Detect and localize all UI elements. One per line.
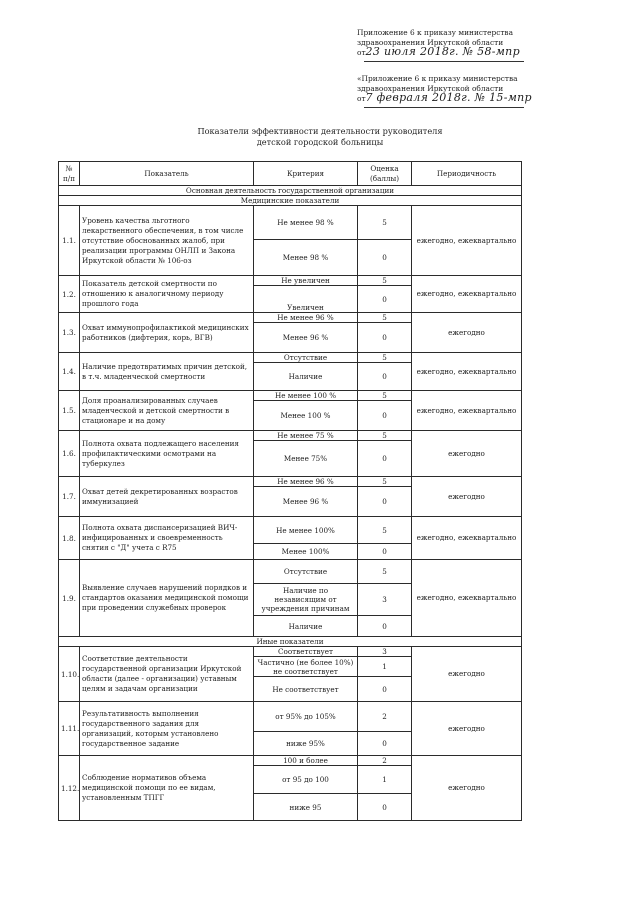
row-score: 5 <box>358 206 412 240</box>
title-line-1: Показатели эффективности деятельности руководителя <box>197 126 443 136</box>
row-period: ежегодно, ежеквартально <box>412 560 522 637</box>
row-number: 1.11. <box>59 702 80 756</box>
table-row <box>59 353 522 363</box>
col-header-score: Оценка (баллы) <box>358 162 412 186</box>
row-criterion: Отсутствие <box>254 560 358 584</box>
row-score: 0 <box>358 240 412 276</box>
row-period: ежегодно <box>412 477 522 517</box>
row-indicator: Соблюдение нормативов объема медицинской помощи по ее видам, установленным ТПГГ <box>80 756 254 821</box>
row-criterion: Не соответствует <box>254 677 358 702</box>
table-row <box>59 756 522 766</box>
row-score: 5 <box>358 276 412 286</box>
table-row <box>59 313 522 323</box>
row-score: 0 <box>358 323 412 353</box>
row-criterion: Менее 96 % <box>254 487 358 517</box>
row-criterion: ниже 95 <box>254 794 358 821</box>
row-score: 2 <box>358 756 412 766</box>
row-period: ежегодно <box>412 756 522 821</box>
appendix-date-prefix: от <box>357 48 366 57</box>
row-indicator: Охват детей декретированных возрастов иммунизацией <box>80 477 254 517</box>
row-criterion: Не менее 75 % <box>254 431 358 441</box>
row-indicator: Полнота охвата подлежащего населения профилактическими осмотрами на туберкулез <box>80 431 254 477</box>
row-score: 0 <box>358 544 412 560</box>
row-score: 5 <box>358 517 412 544</box>
row-score: 5 <box>358 313 412 323</box>
row-criterion: Наличие <box>254 616 358 637</box>
row-criterion: Соответствует <box>254 647 358 657</box>
table-header-row <box>59 162 522 186</box>
row-number: 1.5. <box>59 391 80 431</box>
row-criterion: от 95% до 105% <box>254 702 358 732</box>
row-number: 1.12. <box>59 756 80 821</box>
row-score: 5 <box>358 353 412 363</box>
row-score: 2 <box>358 702 412 732</box>
table-row <box>59 702 522 732</box>
row-criterion: Менее 100% <box>254 544 358 560</box>
row-score: 5 <box>358 477 412 487</box>
row-score: 0 <box>358 732 412 756</box>
row-criterion: Частично (не более 10%) не соответствует <box>254 657 358 677</box>
signature-underline <box>364 61 524 62</box>
row-period: ежегодно, ежеквартально <box>412 206 522 276</box>
appendix-line-1: Приложение 6 к приказу министерства <box>357 28 514 37</box>
col-header-num: № п/п <box>59 162 80 186</box>
table-row <box>59 517 522 544</box>
col-header-period: Периодичность <box>412 162 522 186</box>
row-score: 0 <box>358 487 412 517</box>
row-score: 1 <box>358 766 412 794</box>
row-criterion: Наличие по независящим от учреждения причинам <box>254 584 358 616</box>
row-indicator: Полнота охвата диспансеризацией ВИЧ-инфицированных и своевременность снятия с "Д" учета с R75 <box>80 517 254 560</box>
row-indicator: Результативность выполнения государственного задания для организаций, которым установлено государственное задание <box>80 702 254 756</box>
row-criterion: Менее 96 % <box>254 323 358 353</box>
row-criterion: Не увеличен <box>254 276 358 286</box>
row-indicator: Показатель детской смертности по отношению к аналогичному периоду прошлого года <box>80 276 254 313</box>
row-score: 5 <box>358 560 412 584</box>
row-number: 1.9. <box>59 560 80 637</box>
appendix-handwritten-date: 23 июля 2018г. № 58-мпр <box>365 45 520 58</box>
indicators-table <box>58 161 522 821</box>
appendix-line-3 <box>357 47 520 58</box>
row-period: ежегодно <box>412 431 522 477</box>
row-score: 3 <box>358 584 412 616</box>
row-period: ежегодно, ежеквартально <box>412 353 522 391</box>
col-header-indicator: Показатель <box>80 162 254 186</box>
row-criterion: 100 и более <box>254 756 358 766</box>
row-number: 1.3. <box>59 313 80 353</box>
row-score: 3 <box>358 647 412 657</box>
table-row <box>59 206 522 240</box>
subsection-other: Иные показатели <box>59 637 522 647</box>
row-indicator: Выявление случаев нарушений порядков и стандартов оказания медицинской помощи при проведении служебных проверок <box>80 560 254 637</box>
row-criterion: Наличие <box>254 363 358 391</box>
row-period: ежегодно <box>412 702 522 756</box>
row-number: 1.2. <box>59 276 80 313</box>
col-header-criteria: Критерия <box>254 162 358 186</box>
row-indicator: Уровень качества льготного лекарственного обеспечения, в том числе отсутствие обоснованных жалоб, при реализации программы ОНЛП и Закона Иркутской области № 106-оз <box>80 206 254 276</box>
row-criterion: от 95 до 100 <box>254 766 358 794</box>
row-score: 1 <box>358 657 412 677</box>
row-number: 1.8. <box>59 517 80 560</box>
subsection-medical: Медицинские показатели <box>59 196 522 206</box>
row-number: 1.4. <box>59 353 80 391</box>
row-score: 5 <box>358 391 412 401</box>
row-criterion: Не менее 96 % <box>254 313 358 323</box>
row-criterion: Отсутствие <box>254 353 358 363</box>
table-row <box>59 276 522 286</box>
row-score: 0 <box>358 363 412 391</box>
row-number: 1.1. <box>59 206 80 276</box>
table-row <box>59 431 522 441</box>
row-criterion: Менее 75% <box>254 441 358 477</box>
row-number: 1.7. <box>59 477 80 517</box>
row-period: ежегодно, ежеквартально <box>412 276 522 313</box>
row-indicator: Доля проанализированных случаев младенческой и детской смертности в стационаре и на дому <box>80 391 254 431</box>
title-line-2: детской городской больницы <box>256 137 384 147</box>
row-period: ежегодно <box>412 647 522 702</box>
section-main-activity: Основная деятельность государственной организации <box>59 186 522 196</box>
signature-underline-2 <box>364 107 524 108</box>
row-number: 1.6. <box>59 431 80 477</box>
row-period: ежегодно, ежеквартально <box>412 391 522 431</box>
table-row <box>59 477 522 487</box>
row-criterion: Менее 100 % <box>254 401 358 431</box>
row-period: ежегодно, ежеквартально <box>412 517 522 560</box>
row-criterion: Менее 98 % <box>254 240 358 276</box>
prev-appendix-line-1: «Приложение 6 к приказу министерства <box>357 74 518 83</box>
row-criterion: Увеличен <box>254 286 358 313</box>
row-score: 0 <box>358 286 412 313</box>
appendix-line-2: здравоохранения Иркутской области <box>357 38 504 47</box>
row-indicator: Соответствие деятельности государственной организации Иркутской области (далее - организации) уставным целям и задачам организации <box>80 647 254 702</box>
prev-appendix-line-3 <box>357 93 532 104</box>
row-criterion: Не менее 100% <box>254 517 358 544</box>
prev-appendix-line-2: здравоохранения Иркутской области <box>357 84 504 93</box>
row-criterion: Не менее 96 % <box>254 477 358 487</box>
row-score: 5 <box>358 431 412 441</box>
row-indicator: Охват иммунопрофилактикой медицинских работников (дифтерия, корь, ВГВ) <box>80 313 254 353</box>
row-score: 0 <box>358 794 412 821</box>
row-score: 0 <box>358 616 412 637</box>
prev-appendix-handwritten-date: 7 февраля 2018г. № 15-мпр <box>365 91 532 104</box>
row-criterion: ниже 95% <box>254 732 358 756</box>
table-row <box>59 391 522 401</box>
row-score: 0 <box>358 401 412 431</box>
table-row <box>59 560 522 584</box>
row-criterion: Не менее 100 % <box>254 391 358 401</box>
row-score: 0 <box>358 677 412 702</box>
row-period: ежегодно <box>412 313 522 353</box>
row-score: 0 <box>358 441 412 477</box>
page-title <box>150 126 490 148</box>
row-indicator: Наличие предотвратимых причин детской, в т.ч. младенческой смертности <box>80 353 254 391</box>
prev-appendix-date-prefix: от <box>357 94 366 103</box>
row-criterion: Не менее 98 % <box>254 206 358 240</box>
row-number: 1.10. <box>59 647 80 702</box>
table-row <box>59 647 522 657</box>
